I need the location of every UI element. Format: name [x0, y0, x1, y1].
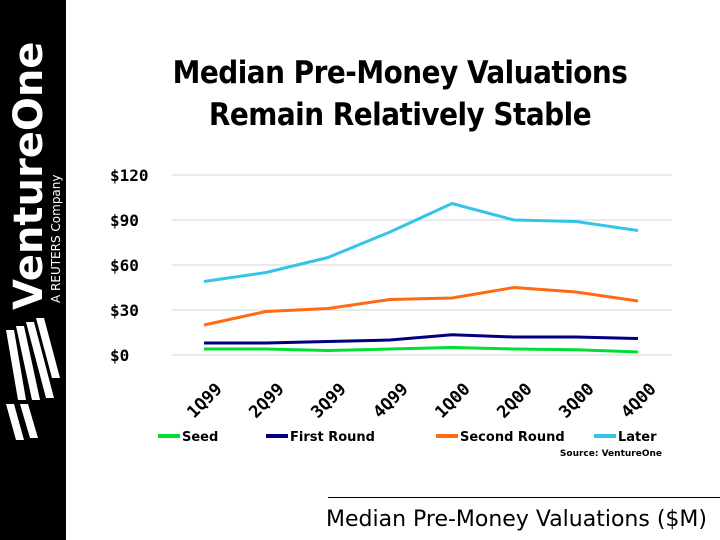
x-tick-label: 1Q99: [183, 379, 227, 423]
legend-label: Seed: [182, 430, 219, 445]
x-tick-label: 1Q00: [431, 379, 475, 423]
y-tick-label: $60: [110, 256, 139, 275]
y-tick-label: $0: [110, 346, 130, 365]
series-line: [204, 348, 638, 353]
title-line-1: Median Pre-Money Valuations: [172, 55, 628, 91]
series-line: [204, 335, 638, 343]
x-tick-label: 3Q99: [307, 379, 351, 423]
x-tick-label: 2Q99: [245, 379, 289, 423]
legend-label: Later: [618, 430, 657, 445]
brand-name: VentureOne: [6, 41, 52, 310]
legend-label: First Round: [290, 430, 375, 445]
legend-label: Second Round: [460, 430, 565, 445]
slide-title: [150, 52, 650, 136]
ventureone-logo: [0, 0, 66, 540]
x-tick-label: 2Q00: [493, 379, 537, 423]
y-tick-label: $90: [110, 211, 139, 230]
y-tick-label: $120: [110, 166, 149, 185]
footer-divider: [328, 497, 720, 498]
line-chart: [100, 160, 700, 470]
x-tick-label: 4Q00: [617, 379, 661, 423]
series-line: [204, 204, 638, 282]
logo-mark-icon: [6, 318, 60, 440]
y-tick-label: $30: [110, 301, 139, 320]
series-line: [204, 288, 638, 326]
footer-caption: Median Pre-Money Valuations ($M): [326, 507, 707, 532]
x-tick-label: 4Q99: [369, 379, 413, 423]
x-tick-label: 3Q00: [555, 379, 599, 423]
source-note: Source: VentureOne: [559, 449, 662, 459]
brand-tagline: A REUTERS Company: [49, 174, 63, 303]
title-line-2: Remain Relatively Stable: [208, 97, 592, 133]
